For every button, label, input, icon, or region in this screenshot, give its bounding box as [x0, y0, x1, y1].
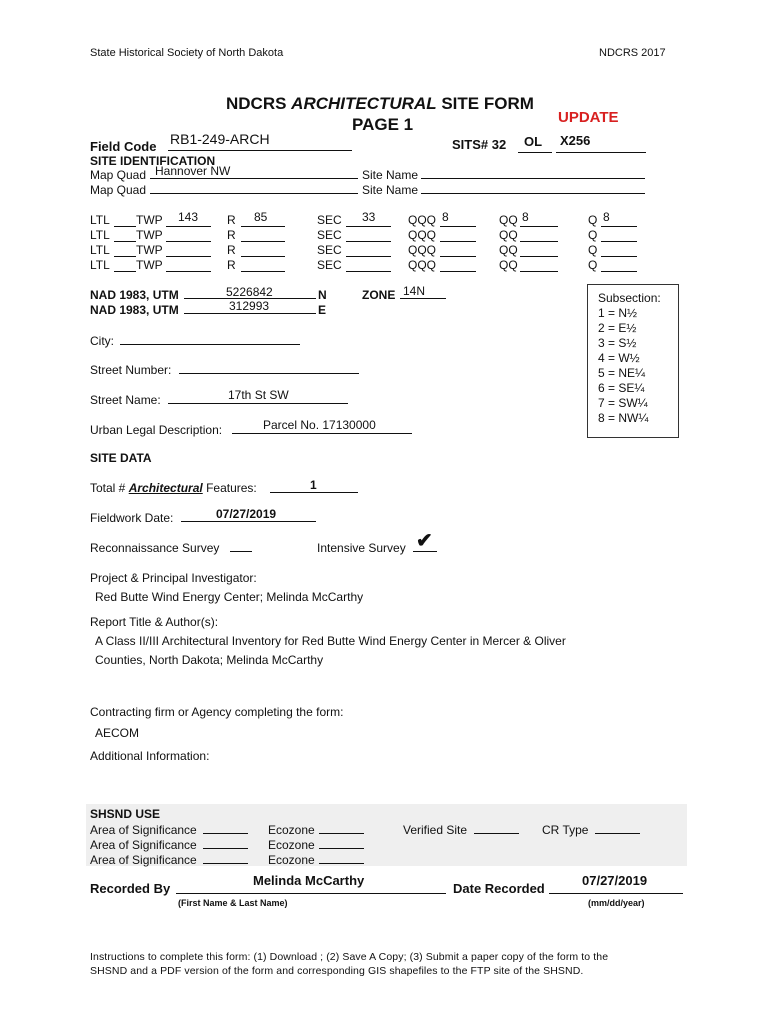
site-data-heading: SITE DATA: [90, 451, 152, 465]
subsection-legend: [587, 284, 679, 438]
subsection-item: 5 = NE¼: [598, 366, 646, 380]
subsection-title: Subsection:: [598, 291, 661, 305]
sec-label: SEC: [317, 243, 342, 257]
site-name-field-1[interactable]: [421, 178, 645, 179]
update-label: UPDATE: [558, 109, 619, 126]
total-features-value[interactable]: 1: [310, 478, 317, 492]
subsection-item: 4 = W½: [598, 351, 640, 365]
ltl-label: LTL: [90, 258, 110, 272]
subsection-item: 3 = S½: [598, 336, 637, 350]
map-quad-label-1: Map Quad: [90, 168, 147, 182]
header-left: State Historical Society of North Dakota: [90, 47, 284, 59]
report-value-line2[interactable]: Counties, North Dakota; Melinda McCarthy: [95, 653, 324, 667]
form-title: NDCRS ARCHITECTURAL SITE FORM: [226, 94, 534, 113]
urban-legal-value[interactable]: Parcel No. 17130000: [263, 418, 376, 432]
investigator-label: Project & Principal Investigator:: [90, 571, 257, 585]
subsection-item: 6 = SE¼: [598, 381, 645, 395]
street-number-field[interactable]: [179, 373, 359, 374]
r-label: R: [227, 243, 236, 257]
verified-site-label: Verified Site: [403, 823, 468, 837]
date-recorded-label: Date Recorded: [453, 881, 545, 896]
map-quad-field-2[interactable]: [150, 193, 358, 194]
sits-number-value[interactable]: X256: [560, 133, 591, 148]
recorded-by-hint: (First Name & Last Name): [178, 898, 288, 908]
ecozone-label: Ecozone: [268, 823, 315, 837]
fieldwork-date-label: Fieldwork Date:: [90, 511, 174, 525]
ltl-label: LTL: [90, 228, 110, 242]
sec-value[interactable]: 33: [362, 210, 376, 224]
reconnaissance-survey-label: Reconnaissance Survey: [90, 541, 220, 555]
q-label: Q: [588, 213, 598, 227]
subsection-item: 8 = NW¼: [598, 411, 649, 425]
site-identification-heading: SITE IDENTIFICATION: [90, 154, 216, 168]
ecozone-label: Ecozone: [268, 838, 315, 852]
page-label: PAGE 1: [352, 115, 414, 134]
sits-label: SITS# 32: [452, 137, 507, 152]
qq-label: QQ: [499, 258, 518, 272]
utm-n-letter: N: [318, 288, 327, 302]
sec-label: SEC: [317, 228, 342, 242]
date-recorded-value[interactable]: 07/27/2019: [582, 873, 648, 888]
intensive-survey-label: Intensive Survey: [317, 541, 406, 555]
intensive-survey-checkmark[interactable]: ✔: [416, 530, 433, 552]
q-label: Q: [588, 228, 598, 242]
sits-ol-value[interactable]: OL: [524, 134, 543, 149]
fieldwork-date-value[interactable]: 07/27/2019: [216, 507, 277, 521]
report-label: Report Title & Author(s):: [90, 615, 219, 629]
q-value[interactable]: 8: [603, 210, 610, 224]
zone-label: ZONE: [362, 288, 396, 302]
utm-e-letter: E: [318, 303, 327, 317]
utm-e-value[interactable]: 312993: [229, 299, 270, 313]
investigator-value[interactable]: Red Butte Wind Energy Center; Melinda McCarthy: [95, 590, 364, 604]
contracting-label: Contracting firm or Agency completing the form:: [90, 705, 344, 719]
qqq-value[interactable]: 8: [442, 210, 449, 224]
utm-label-e: NAD 1983, UTM: [90, 303, 179, 317]
cr-type-label: CR Type: [542, 823, 589, 837]
sec-label: SEC: [317, 213, 342, 227]
contracting-value[interactable]: AECOM: [95, 726, 140, 740]
instructions-line2: SHSND and a PDF version of the form and corresponding GIS shapefiles to the FTP site of the SHSND.: [90, 965, 584, 977]
zone-value[interactable]: 14N: [403, 284, 426, 298]
r-label: R: [227, 228, 236, 242]
site-name-label-2: Site Name: [362, 183, 419, 197]
reconnaissance-survey-field[interactable]: [230, 551, 252, 552]
q-label: Q: [588, 243, 598, 257]
ecozone-label: Ecozone: [268, 853, 315, 867]
urban-legal-label: Urban Legal Description:: [90, 423, 223, 437]
street-number-label: Street Number:: [90, 363, 172, 377]
recorded-by-label: Recorded By: [90, 881, 171, 896]
utm-n-value[interactable]: 5226842: [226, 285, 273, 299]
r-label: R: [227, 213, 236, 227]
site-name-label-1: Site Name: [362, 168, 419, 182]
field-code-label: Field Code: [90, 139, 157, 154]
twp-label: TWP: [136, 243, 163, 257]
twp-label: TWP: [136, 213, 163, 227]
qq-label: QQ: [499, 243, 518, 257]
area-of-significance-label: Area of Significance: [90, 838, 197, 852]
area-of-significance-label: Area of Significance: [90, 853, 197, 867]
ltl-label: LTL: [90, 243, 110, 257]
sec-label: SEC: [317, 258, 342, 272]
twp-value[interactable]: 143: [178, 210, 199, 224]
qq-label: QQ: [499, 213, 518, 227]
subsection-item: 1 = N½: [598, 306, 638, 320]
report-value-line1[interactable]: A Class II/III Architectural Inventory for Red Butte Wind Energy Center in Mercer & Oliver: [95, 634, 566, 648]
ltl-label: LTL: [90, 213, 110, 227]
subsection-item: 7 = SW¼: [598, 396, 648, 410]
date-recorded-hint: (mm/dd/year): [588, 898, 645, 908]
instructions-line1: Instructions to complete this form: (1) Download ; (2) Save A Copy; (3) Submit a paper copy of the form to the: [90, 951, 609, 963]
qqq-label: QQQ: [408, 228, 437, 242]
r-label: R: [227, 258, 236, 272]
map-quad-label-2: Map Quad: [90, 183, 147, 197]
qq-value[interactable]: 8: [522, 210, 529, 224]
area-of-significance-label: Area of Significance: [90, 823, 197, 837]
city-label: City:: [90, 334, 114, 348]
twp-label: TWP: [136, 258, 163, 272]
qqq-label: QQQ: [408, 258, 437, 272]
map-quad-value-1[interactable]: Hannover NW: [155, 164, 231, 178]
shsnd-use-heading: SHSND USE: [90, 807, 161, 821]
q-label: Q: [588, 258, 598, 272]
qq-label: QQ: [499, 228, 518, 242]
additional-information-label: Additional Information:: [90, 749, 210, 763]
street-name-value[interactable]: 17th St SW: [228, 388, 289, 402]
qqq-label: QQQ: [408, 213, 437, 227]
subsection-item: 2 = E½: [598, 321, 637, 335]
qqq-label: QQQ: [408, 243, 437, 257]
street-name-label: Street Name:: [90, 393, 161, 407]
utm-label-n: NAD 1983, UTM: [90, 288, 179, 302]
twp-label: TWP: [136, 228, 163, 242]
header-right: NDCRS 2017: [599, 47, 666, 59]
field-code-value[interactable]: RB1-249-ARCH: [170, 131, 270, 147]
city-field[interactable]: [120, 344, 300, 345]
site-name-field-2[interactable]: [421, 193, 645, 194]
total-features-label: Total # Architectural Features:: [90, 481, 257, 495]
r-value[interactable]: 85: [254, 210, 268, 224]
recorded-by-value[interactable]: Melinda McCarthy: [253, 873, 365, 888]
